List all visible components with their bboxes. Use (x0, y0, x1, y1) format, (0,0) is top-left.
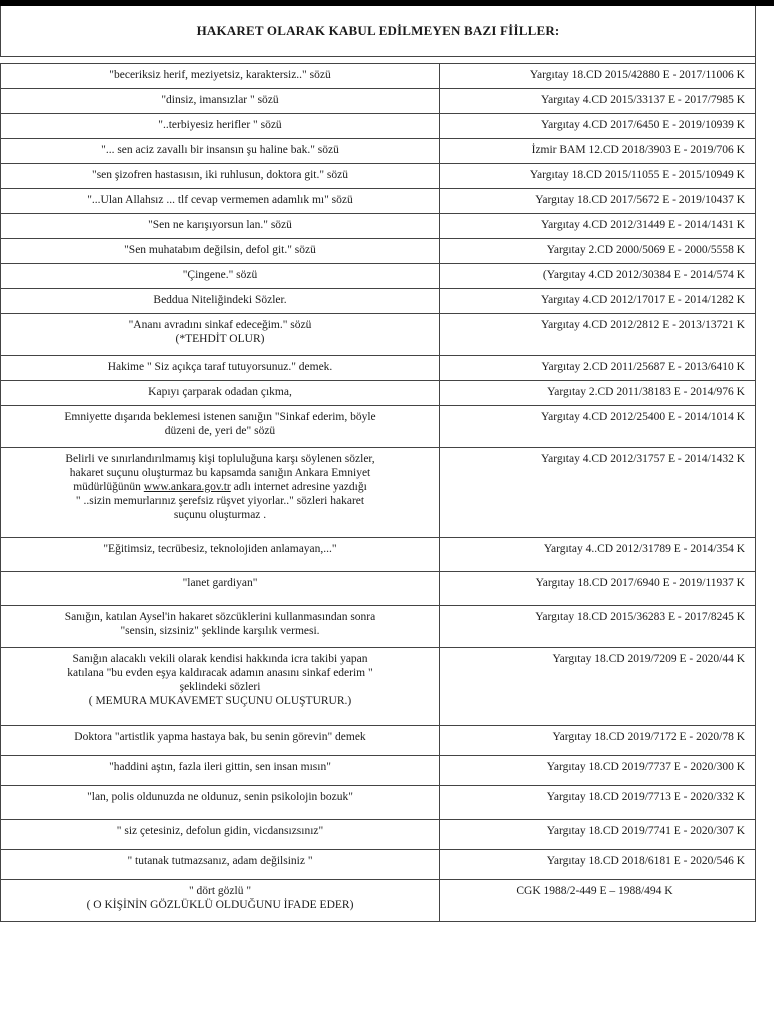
statement-line: katılana "bu evden eşya kaldıracak adamın anasını sinkaf ederim " (67, 667, 373, 679)
ruling-reference-cell: Yargıtay 4.CD 2012/25400 E - 2014/1014 K (440, 406, 756, 448)
ruling-reference-cell: Yargıtay 4.CD 2012/17017 E - 2014/1282 K (440, 289, 756, 314)
ruling-reference-cell: Yargıtay 4.CD 2012/31449 E - 2014/1431 K (440, 214, 756, 239)
statement-line: "sen şizofren hastasısın, iki ruhlusun, doktora git." sözü (92, 169, 348, 181)
statement-line: Beddua Niteliğindeki Sözler. (153, 294, 287, 306)
statement-line: Hakime " Siz açıkça taraf tutuyorsunuz." demek. (107, 361, 333, 373)
statement-line: "Eğitimsiz, tecrübesiz, teknolojiden anlamayan,..." (103, 543, 337, 555)
statement-cell (1, 214, 440, 239)
statement-line: " dört gözlü " (188, 885, 252, 897)
table-row (1, 726, 756, 756)
statement-line: Belirli ve sınırlandırılmamış kişi topluluğuna karşı söylenen sözler, (65, 453, 375, 465)
statement-cell (1, 264, 440, 289)
statement-cell (1, 189, 440, 214)
statement-cell (1, 381, 440, 406)
statement-line: "sensin, sizsiniz" şeklinde karşılık vermesi. (120, 625, 320, 637)
table-row (1, 648, 756, 726)
statement-line: "beceriksiz herif, meziyetsiz, karaktersiz.." sözü (109, 69, 331, 81)
ruling-reference-cell: Yargıtay 18.CD 2019/7741 E - 2020/307 K (440, 820, 756, 850)
statement-cell (1, 64, 440, 89)
statement-cell (1, 139, 440, 164)
ankara-gov-link[interactable]: www.ankara.gov.tr (143, 481, 231, 493)
document-title: HAKARET OLARAK KABUL EDİLMEYEN BAZI FİİLLER: (196, 23, 560, 38)
ruling-reference-cell: Yargıtay 2.CD 2000/5069 E - 2000/5558 K (440, 239, 756, 264)
ruling-reference-cell: Yargıtay 4.CD 2017/6450 E - 2019/10939 K (440, 114, 756, 139)
table-row (1, 786, 756, 820)
statement-line: "Ananı avradını sinkaf edeceğim." sözü (128, 319, 312, 331)
statement-line: "haddini aştın, fazla ileri gittin, sen insan mısın" (109, 761, 331, 773)
statement-cell (1, 356, 440, 381)
ruling-reference-cell: Yargıtay 4..CD 2012/31789 E - 2014/354 K (440, 538, 756, 572)
statement-line: şeklindeki sözleri (179, 681, 261, 693)
table-row (1, 139, 756, 164)
table-row (1, 189, 756, 214)
statement-line: Emniyette dışarıda beklemesi istenen sanığın "Sinkaf ederim, böyle (64, 411, 376, 423)
statement-line: "... sen aciz zavallı bir insansın şu haline bak." sözü (101, 144, 339, 156)
ruling-reference-cell: Yargıtay 2.CD 2011/38183 E - 2014/976 K (440, 381, 756, 406)
rulings-table (0, 63, 756, 922)
document-page (0, 6, 756, 922)
table-row (1, 89, 756, 114)
statement-line: Sanığın alacaklı vekili olarak kendisi hakkında icra takibi yapan (72, 653, 368, 665)
table-row (1, 381, 756, 406)
title-box (0, 6, 756, 57)
statement-line: "lan, polis oldunuzda ne oldunuz, senin psikolojin bozuk" (87, 791, 353, 803)
statement-line: ( MEMURA MUKAVEMET SUÇUNU OLUŞTURUR.) (88, 695, 352, 707)
statement-cell (1, 880, 440, 922)
statement-cell (1, 572, 440, 606)
statement-cell (1, 648, 440, 726)
statement-line: suçunu oluşturmaz . (173, 509, 267, 521)
statement-cell (1, 164, 440, 189)
statement-line: "lanet gardiyan" (182, 577, 258, 589)
table-row (1, 850, 756, 880)
statement-cell (1, 289, 440, 314)
statement-cell (1, 850, 440, 880)
statement-cell (1, 406, 440, 448)
statement-line: müdürlüğünün www.ankara.gov.tr adlı internet adresine yazdığı (73, 481, 367, 493)
statement-line: "Sen ne karışıyorsun lan." sözü (148, 219, 292, 231)
ruling-reference-cell: (Yargıtay 4.CD 2012/30384 E - 2014/574 K (440, 264, 756, 289)
ruling-reference-cell: Yargıtay 4.CD 2012/2812 E - 2013/13721 K (440, 314, 756, 356)
statement-line: " siz çetesiniz, defolun gidin, vicdansızsınız" (116, 825, 324, 837)
table-row (1, 64, 756, 89)
statement-cell (1, 538, 440, 572)
table-row (1, 606, 756, 648)
ruling-reference-cell: Yargıtay 18.CD 2015/36283 E - 2017/8245 K (440, 606, 756, 648)
ruling-reference-cell: Yargıtay 4.CD 2015/33137 E - 2017/7985 K (440, 89, 756, 114)
table-row (1, 406, 756, 448)
ruling-reference-cell: Yargıtay 4.CD 2012/31757 E - 2014/1432 K (440, 448, 756, 538)
ruling-reference-cell: CGK 1988/2-449 E – 1988/494 K (440, 880, 756, 922)
statement-line: Sanığın, katılan Aysel'in hakaret sözcüklerini kullanmasından sonra (64, 611, 376, 623)
statement-cell (1, 89, 440, 114)
ruling-reference-cell: Yargıtay 18.CD 2019/7209 E - 2020/44 K (440, 648, 756, 726)
statement-cell (1, 114, 440, 139)
statement-line: "..terbiyesiz herifler " sözü (158, 119, 282, 131)
table-row (1, 448, 756, 538)
statement-line: " tutanak tutmazsanız, adam değilsiniz " (127, 855, 313, 867)
table-row (1, 164, 756, 189)
statement-line: Kapıyı çarparak odadan çıkma, (148, 386, 292, 398)
statement-cell (1, 756, 440, 786)
statement-cell (1, 448, 440, 538)
statement-cell (1, 239, 440, 264)
statement-line: " ..sizin memurlarınız şerefsiz rüşvet yiyorlar.." sözleri hakaret (75, 495, 365, 507)
ruling-reference-cell: Yargıtay 18.CD 2019/7172 E - 2020/78 K (440, 726, 756, 756)
table-row (1, 289, 756, 314)
ruling-reference-cell: Yargıtay 18.CD 2015/11055 E - 2015/10949 K (440, 164, 756, 189)
statement-line: "Çingene." sözü (182, 269, 258, 281)
ruling-reference-cell: Yargıtay 18.CD 2017/6940 E - 2019/11937 K (440, 572, 756, 606)
statement-line: düzeni de, yeri de" sözü (164, 425, 276, 437)
ruling-reference-cell: Yargıtay 18.CD 2018/6181 E - 2020/546 K (440, 850, 756, 880)
statement-cell (1, 820, 440, 850)
statement-cell (1, 606, 440, 648)
table-row (1, 572, 756, 606)
table-row (1, 264, 756, 289)
table-row (1, 538, 756, 572)
table-row (1, 356, 756, 381)
table-row (1, 239, 756, 264)
ruling-reference-cell: Yargıtay 18.CD 2015/42880 E - 2017/11006 K (440, 64, 756, 89)
table-row (1, 756, 756, 786)
ruling-reference-cell: Yargıtay 18.CD 2017/5672 E - 2019/10437 K (440, 189, 756, 214)
table-row (1, 214, 756, 239)
ruling-reference-cell: Yargıtay 18.CD 2019/7737 E - 2020/300 K (440, 756, 756, 786)
statement-line: ( O KİŞİNİN GÖZLÜKLÜ OLDUĞUNU İFADE EDER) (86, 899, 354, 911)
statement-line: hakaret suçunu oluşturmaz bu kapsamda sanığın Ankara Emniyet (69, 467, 371, 479)
statement-cell (1, 786, 440, 820)
statement-cell (1, 726, 440, 756)
table-row (1, 114, 756, 139)
statement-line: Doktora "artistlik yapma hastaya bak, bu senin görevin" demek (74, 731, 366, 743)
ruling-reference-cell: Yargıtay 2.CD 2011/25687 E - 2013/6410 K (440, 356, 756, 381)
statement-line: "dinsiz, imansızlar " sözü (161, 94, 279, 106)
table-row (1, 820, 756, 850)
statement-cell (1, 314, 440, 356)
statement-line: (*TEHDİT OLUR) (175, 333, 265, 345)
statement-line: "...Ulan Allahsız ... tlf cevap vermemen adamlık mı" sözü (87, 194, 353, 206)
table-row (1, 880, 756, 922)
statement-line: "Sen muhatabım değilsin, defol git." sözü (124, 244, 316, 256)
table-row (1, 314, 756, 356)
ruling-reference-cell: İzmir BAM 12.CD 2018/3903 E - 2019/706 K (440, 139, 756, 164)
ruling-reference-cell: Yargıtay 18.CD 2019/7713 E - 2020/332 K (440, 786, 756, 820)
